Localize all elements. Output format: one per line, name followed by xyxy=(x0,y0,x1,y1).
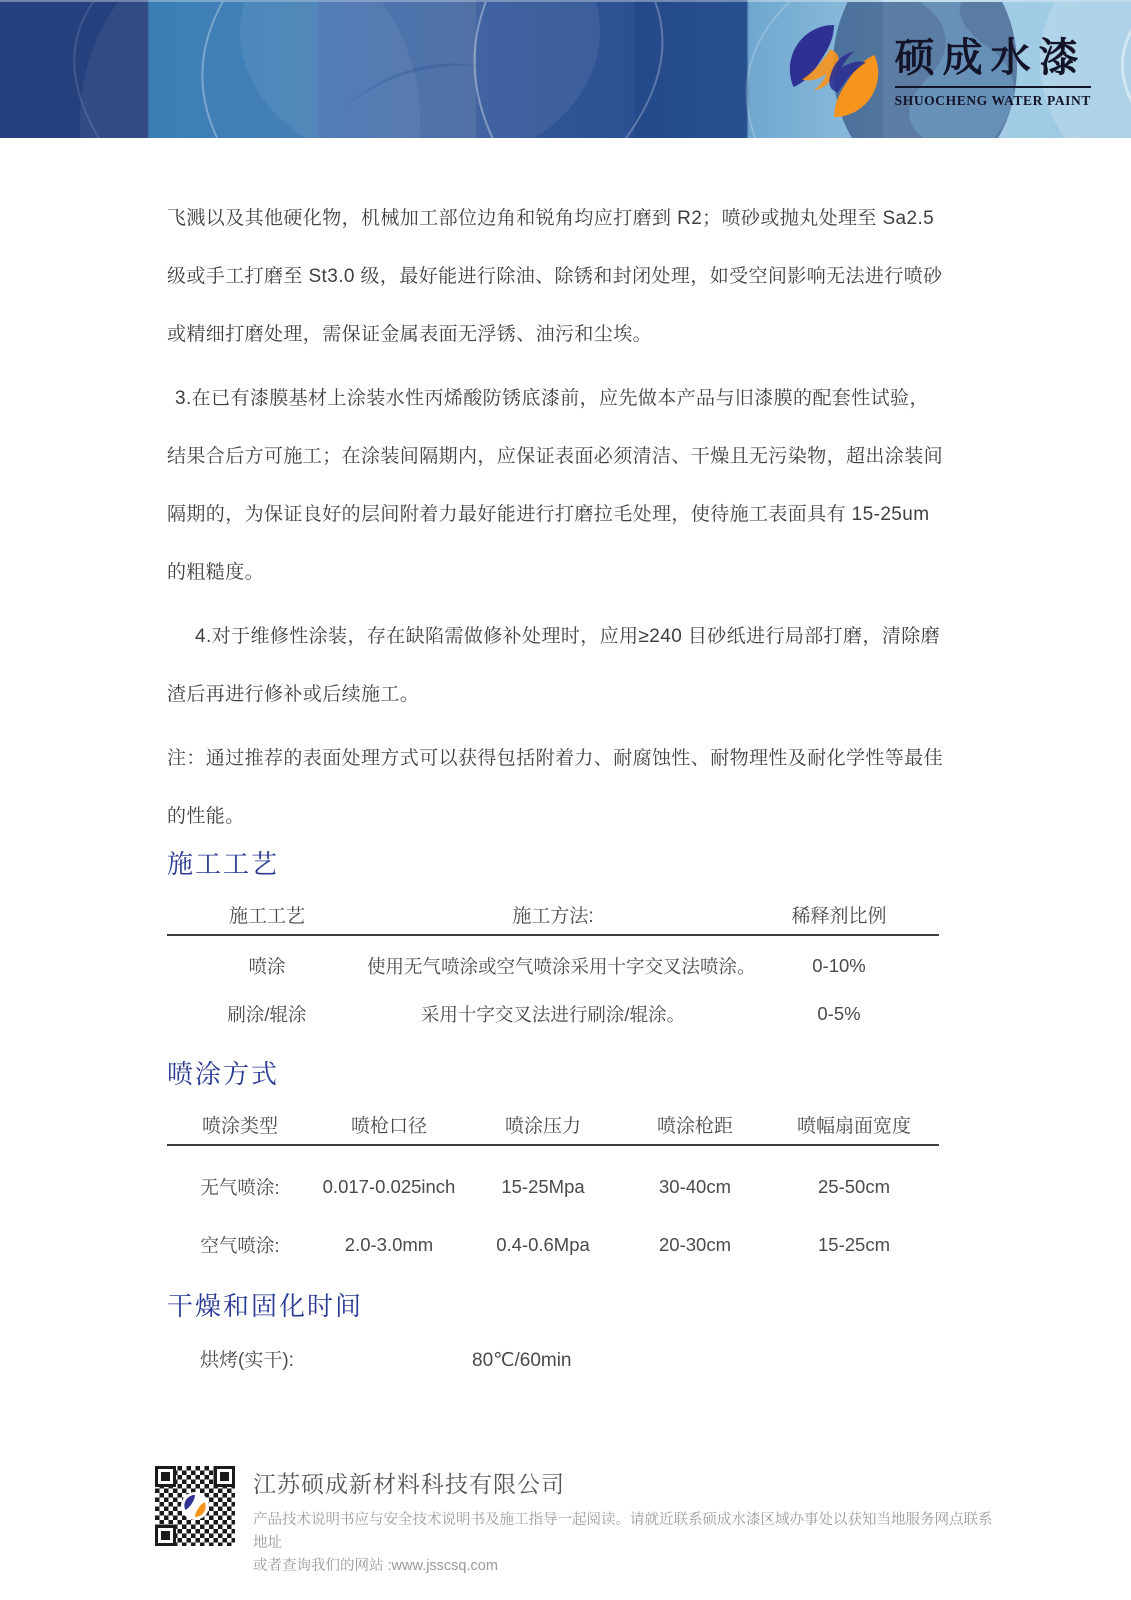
qr-finder-icon xyxy=(155,1525,176,1546)
drying-value: 80℃/60min xyxy=(472,1350,572,1371)
section-heading-drying: 干燥和固化时间 xyxy=(167,1291,364,1321)
logo-mark-icon xyxy=(787,21,881,121)
disclaimer-line: 或者查询我们的网站 :www.jsscsq.com xyxy=(253,1558,498,1574)
table-cell: 无气喷涂: xyxy=(200,1177,280,1198)
table-cell: 0-10% xyxy=(812,955,866,976)
text-line: 3.在已有漆膜基材上涂装水性丙烯酸防锈底漆前，应先做本产品与旧漆膜的配套性试验， xyxy=(175,388,929,409)
section-drying-curing xyxy=(167,1288,972,1374)
text-line: 的性能。 xyxy=(167,806,245,827)
column-header: 喷涂枪距 xyxy=(656,1115,733,1137)
header-banner xyxy=(0,0,1131,138)
table-body xyxy=(167,1146,939,1274)
logo-subtitle: SHUOCHENG WATER PAINT xyxy=(894,92,1091,108)
text-line: 隔期的，为保证良好的层间附着力最好能进行打磨拉毛处理，使待施工表面具有 15-25um xyxy=(167,504,930,525)
footer-text-block xyxy=(253,1466,1005,1578)
table-header-row xyxy=(167,894,939,936)
company-name: 江苏硕成新材料科技有限公司 xyxy=(253,1471,565,1497)
column-header: 喷幅扇面宽度 xyxy=(796,1115,911,1137)
brand-logo xyxy=(787,18,1091,124)
qr-code xyxy=(155,1466,235,1546)
spray-table xyxy=(167,1104,939,1274)
table-cell: 2.0-3.0mm xyxy=(344,1234,434,1255)
table-cell: 0-5% xyxy=(817,1003,861,1024)
table-row xyxy=(167,990,939,1038)
table-header-row xyxy=(167,1104,939,1146)
table-cell: 空气喷涂: xyxy=(200,1235,280,1256)
construction-table xyxy=(167,894,939,1038)
section-spray-method xyxy=(167,1056,972,1274)
table-cell: 15-25Mpa xyxy=(501,1176,585,1197)
qr-finder-icon xyxy=(155,1466,176,1487)
body-text xyxy=(167,190,972,852)
table-cell: 采用十字交叉法进行刷涂/辊涂。 xyxy=(420,1004,686,1025)
column-header: 喷涂类型 xyxy=(201,1115,278,1137)
table-cell: 20-30cm xyxy=(659,1234,731,1255)
table-body xyxy=(167,936,939,1038)
table-cell: 0.4-0.6Mpa xyxy=(496,1234,590,1255)
paragraph-item-3 xyxy=(167,370,972,602)
text-line: 4.对于维修性涂装，存在缺陷需做修补处理时，应用≥240 目砂纸进行局部打磨，清除磨 xyxy=(195,626,941,647)
paragraph-note xyxy=(167,730,972,846)
disclaimer-line: 产品技术说明书应与安全技术说明书及施工指导一起阅读。请就近联系硕成水漆区域办事处以获知当地服务网点联系地址 xyxy=(253,1512,993,1551)
table-cell: 25-50cm xyxy=(818,1176,890,1197)
text-line: 的粗糙度。 xyxy=(167,562,265,583)
paragraph-surface-prep xyxy=(167,190,972,364)
section-heading-construction: 施工工艺 xyxy=(167,849,280,879)
table-row xyxy=(167,1158,939,1216)
column-header: 喷枪口径 xyxy=(350,1115,427,1137)
qr-center-logo-icon xyxy=(181,1492,209,1520)
table-cell: 15-25cm xyxy=(818,1234,890,1255)
table-cell: 0.017-0.025inch xyxy=(322,1176,456,1197)
footer xyxy=(155,1466,1005,1578)
drying-row xyxy=(167,1348,972,1374)
footer-disclaimer xyxy=(253,1509,1005,1578)
paragraph-item-4 xyxy=(167,608,972,724)
text-line: 渣后再进行修补或后续施工。 xyxy=(167,684,420,705)
text-line: 级或手工打磨至 St3.0 级，最好能进行除油、除锈和封闭处理，如受空间影响无法进行喷砂 xyxy=(167,266,943,287)
logo-title: 硕成水漆 xyxy=(895,34,1091,88)
table-cell: 喷涂 xyxy=(248,956,286,977)
text-line: 飞溅以及其他硬化物，机械加工部位边角和锐角均应打磨到 R2；喷砂或抛丸处理至 Sa2.5 xyxy=(167,208,935,229)
column-header: 施工方法: xyxy=(512,905,594,927)
section-heading-spray: 喷涂方式 xyxy=(167,1059,280,1089)
column-header: 喷涂压力 xyxy=(504,1115,581,1137)
table-cell: 使用无气喷涂或空气喷涂采用十字交叉法喷涂。 xyxy=(367,956,756,977)
qr-finder-icon xyxy=(214,1466,235,1487)
text-line: 或精细打磨处理，需保证金属表面无浮锈、油污和尘埃。 xyxy=(167,324,653,345)
text-line: 结果合后方可施工；在涂装间隔期内，应保证表面必须清洁、干燥且无污染物，超出涂装间 xyxy=(167,446,944,467)
table-cell: 刷涂/辊涂 xyxy=(227,1004,307,1025)
column-header: 稀释剂比例 xyxy=(791,905,887,927)
column-header: 施工工艺 xyxy=(228,905,305,927)
table-row xyxy=(167,942,939,990)
text-line: 注：通过推荐的表面处理方式可以获得包括附着力、耐腐蚀性、耐物理性及耐化学性等最佳 xyxy=(167,748,944,769)
logo-text-block xyxy=(895,34,1091,109)
table-cell: 30-40cm xyxy=(659,1176,731,1197)
drying-label: 烘烤(实干): xyxy=(200,1350,294,1371)
section-construction-process xyxy=(167,846,972,1038)
table-row xyxy=(167,1216,939,1274)
